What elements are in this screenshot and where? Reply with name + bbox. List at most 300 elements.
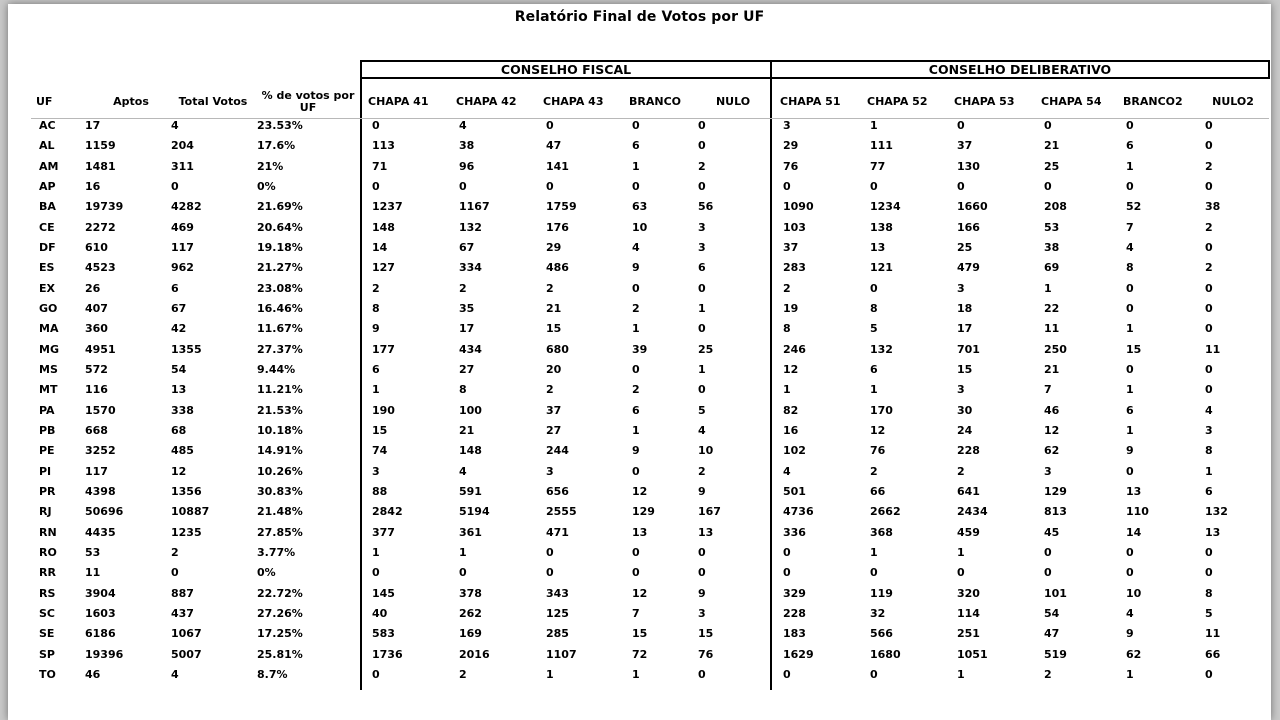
cell-branco: 0 <box>632 281 640 295</box>
cell-chapa-53: 30 <box>957 403 973 417</box>
cell-chapa-41: 2842 <box>372 505 403 519</box>
cell-chapa-41: 3 <box>372 464 380 478</box>
cell-branco: 0 <box>632 180 640 193</box>
cell-nulo: 0 <box>698 667 706 681</box>
cell-chapa-52: 119 <box>870 586 893 600</box>
cell-chapa-54: 12 <box>1044 423 1060 437</box>
cell-chapa-43: 27 <box>546 423 562 437</box>
cell-chapa-41: 190 <box>372 403 395 417</box>
cell-nulo: 3 <box>698 220 706 234</box>
cell-chapa-54: 62 <box>1044 444 1060 458</box>
table-row <box>8 543 1271 563</box>
cell-chapa-43: 141 <box>546 159 569 173</box>
cell-chapa-51: 29 <box>783 139 799 153</box>
cell-chapa-52: 1 <box>870 383 878 397</box>
cell-branco2: 1 <box>1126 667 1134 681</box>
cell-chapa-53: 1660 <box>957 200 988 214</box>
cell-chapa-52: 76 <box>870 444 886 458</box>
cell-de-votos-por-uf: 21% <box>257 159 284 173</box>
cell-chapa-43: 37 <box>546 403 562 417</box>
cell-nulo: 13 <box>698 525 714 539</box>
cell-nulo: 167 <box>698 505 721 519</box>
cell-aptos: 3252 <box>85 444 116 458</box>
cell-de-votos-por-uf: 21.48% <box>257 505 303 519</box>
cell-chapa-52: 1234 <box>870 200 901 214</box>
cell-nulo2: 0 <box>1205 139 1213 153</box>
cell-de-votos-por-uf: 14.91% <box>257 444 303 458</box>
cell-branco2: 1 <box>1126 322 1134 336</box>
table-row <box>8 177 1271 197</box>
cell-chapa-53: 15 <box>957 363 973 376</box>
cell-chapa-43: 471 <box>546 525 569 539</box>
cell-chapa-54: 25 <box>1044 159 1060 173</box>
cell-chapa-54: 21 <box>1044 363 1060 376</box>
cell-chapa-43: 20 <box>546 363 562 376</box>
cell-chapa-42: 378 <box>459 586 482 600</box>
cell-chapa-43: 3 <box>546 464 554 478</box>
cell-de-votos-por-uf: 8.7% <box>257 667 288 681</box>
cell-uf: ES <box>39 261 55 275</box>
cell-branco2: 0 <box>1126 566 1134 580</box>
cell-chapa-41: 0 <box>372 119 380 132</box>
cell-chapa-54: 0 <box>1044 545 1052 559</box>
cell-uf: CE <box>39 220 55 234</box>
col-header-chapa-54: CHAPA 54 <box>1041 95 1102 108</box>
cell-total-votos: 68 <box>171 423 187 437</box>
cell-chapa-41: 0 <box>372 566 380 580</box>
cell-de-votos-por-uf: 0% <box>257 180 276 193</box>
cell-de-votos-por-uf: 9.44% <box>257 363 296 376</box>
table-row <box>8 279 1271 299</box>
cell-chapa-51: 4736 <box>783 505 814 519</box>
cell-chapa-42: 27 <box>459 363 475 376</box>
cell-aptos: 572 <box>85 363 108 376</box>
cell-chapa-41: 145 <box>372 586 395 600</box>
cell-branco2: 10 <box>1126 586 1142 600</box>
cell-chapa-53: 701 <box>957 342 980 356</box>
cell-nulo: 56 <box>698 200 714 214</box>
table-row <box>8 401 1271 421</box>
cell-branco2: 9 <box>1126 444 1134 458</box>
cell-chapa-53: 37 <box>957 139 973 153</box>
cell-chapa-53: 17 <box>957 322 973 336</box>
cell-chapa-52: 170 <box>870 403 893 417</box>
cell-branco2: 1 <box>1126 423 1134 437</box>
cell-nulo: 9 <box>698 484 706 498</box>
cell-chapa-43: 125 <box>546 606 569 620</box>
cell-de-votos-por-uf: 0% <box>257 566 276 580</box>
cell-chapa-53: 25 <box>957 241 973 254</box>
cell-chapa-43: 0 <box>546 119 554 132</box>
cell-chapa-53: 18 <box>957 302 973 315</box>
cell-aptos: 668 <box>85 423 108 437</box>
table-row <box>8 319 1271 339</box>
cell-chapa-43: 656 <box>546 484 569 498</box>
col-header-chapa-53: CHAPA 53 <box>954 95 1015 108</box>
cell-chapa-42: 2 <box>459 281 467 295</box>
cell-total-votos: 1235 <box>171 525 202 539</box>
cell-chapa-52: 5 <box>870 322 878 336</box>
cell-branco: 0 <box>632 464 640 478</box>
cell-aptos: 4435 <box>85 525 116 539</box>
cell-total-votos: 437 <box>171 606 194 620</box>
cell-chapa-42: 38 <box>459 139 475 153</box>
cell-total-votos: 204 <box>171 139 194 153</box>
cell-nulo: 76 <box>698 647 714 661</box>
cell-de-votos-por-uf: 17.6% <box>257 139 296 153</box>
cell-chapa-54: 0 <box>1044 180 1052 193</box>
col-header-chapa-42: CHAPA 42 <box>456 95 517 108</box>
cell-nulo: 10 <box>698 444 714 458</box>
cell-chapa-42: 169 <box>459 627 482 641</box>
col-header-chapa-52: CHAPA 52 <box>867 95 928 108</box>
cell-chapa-54: 53 <box>1044 220 1060 234</box>
cell-branco: 129 <box>632 505 655 519</box>
cell-chapa-54: 0 <box>1044 119 1052 132</box>
cell-chapa-54: 69 <box>1044 261 1060 275</box>
col-header-total-votos: Total Votos <box>178 95 248 108</box>
cell-de-votos-por-uf: 23.53% <box>257 119 303 132</box>
cell-nulo2: 0 <box>1205 180 1213 193</box>
cell-nulo: 0 <box>698 180 706 193</box>
cell-chapa-42: 35 <box>459 302 475 315</box>
cell-chapa-43: 0 <box>546 545 554 559</box>
cell-nulo2: 0 <box>1205 363 1213 376</box>
cell-branco: 72 <box>632 647 648 661</box>
cell-branco2: 6 <box>1126 139 1134 153</box>
cell-de-votos-por-uf: 21.69% <box>257 200 303 214</box>
cell-nulo: 3 <box>698 606 706 620</box>
cell-nulo2: 0 <box>1205 241 1213 254</box>
table-row <box>8 136 1271 156</box>
cell-branco: 13 <box>632 525 648 539</box>
cell-chapa-52: 0 <box>870 667 878 681</box>
cell-nulo2: 0 <box>1205 302 1213 315</box>
cell-chapa-43: 244 <box>546 444 569 458</box>
cell-chapa-51: 246 <box>783 342 806 356</box>
cell-uf: EX <box>39 281 55 295</box>
cell-branco2: 8 <box>1126 261 1134 275</box>
cell-branco2: 4 <box>1126 241 1134 254</box>
cell-branco: 9 <box>632 444 640 458</box>
cell-chapa-54: 46 <box>1044 403 1060 417</box>
cell-branco2: 15 <box>1126 342 1142 356</box>
cell-chapa-54: 3 <box>1044 464 1052 478</box>
cell-nulo: 1 <box>698 363 706 376</box>
cell-chapa-41: 113 <box>372 139 395 153</box>
cell-chapa-53: 130 <box>957 159 980 173</box>
cell-nulo2: 3 <box>1205 423 1213 437</box>
col-header-nulo2: NULO2 <box>1212 95 1254 108</box>
cell-branco2: 52 <box>1126 200 1142 214</box>
cell-chapa-51: 76 <box>783 159 799 173</box>
cell-aptos: 4398 <box>85 484 116 498</box>
cell-aptos: 19396 <box>85 647 124 661</box>
cell-chapa-41: 9 <box>372 322 380 336</box>
cell-chapa-42: 0 <box>459 180 467 193</box>
cell-chapa-42: 4 <box>459 119 467 132</box>
cell-chapa-42: 2 <box>459 667 467 681</box>
cell-total-votos: 485 <box>171 444 194 458</box>
cell-nulo2: 13 <box>1205 525 1221 539</box>
cell-de-votos-por-uf: 23.08% <box>257 281 303 295</box>
cell-chapa-53: 0 <box>957 119 965 132</box>
cell-aptos: 17 <box>85 119 101 132</box>
cell-chapa-41: 1736 <box>372 647 403 661</box>
cell-chapa-41: 2 <box>372 281 380 295</box>
table-row <box>8 563 1271 583</box>
cell-chapa-51: 102 <box>783 444 806 458</box>
cell-chapa-52: 32 <box>870 606 886 620</box>
cell-chapa-42: 2016 <box>459 647 490 661</box>
cell-branco2: 13 <box>1126 484 1142 498</box>
cell-uf: PR <box>39 484 56 498</box>
cell-chapa-43: 47 <box>546 139 562 153</box>
cell-aptos: 2272 <box>85 220 116 234</box>
cell-uf: AL <box>39 139 55 153</box>
cell-uf: PI <box>39 464 52 478</box>
cell-nulo2: 6 <box>1205 484 1213 498</box>
cell-chapa-53: 166 <box>957 220 980 234</box>
cell-aptos: 1570 <box>85 403 116 417</box>
col-header-uf: UF <box>36 95 53 108</box>
cell-chapa-54: 47 <box>1044 627 1060 641</box>
cell-chapa-43: 29 <box>546 241 562 254</box>
cell-chapa-51: 12 <box>783 363 799 376</box>
cell-chapa-52: 1 <box>870 545 878 559</box>
cell-chapa-41: 71 <box>372 159 388 173</box>
cell-chapa-43: 0 <box>546 566 554 580</box>
cell-chapa-42: 21 <box>459 423 475 437</box>
cell-uf: MT <box>39 383 58 397</box>
cell-chapa-41: 14 <box>372 241 388 254</box>
table-row <box>8 299 1271 319</box>
cell-uf: SP <box>39 647 55 661</box>
cell-nulo: 5 <box>698 403 706 417</box>
cell-uf: BA <box>39 200 56 214</box>
table-row <box>8 584 1271 604</box>
group-header-conselho-deliberativo: CONSELHO DELIBERATIVO <box>770 60 1270 79</box>
cell-aptos: 1603 <box>85 606 116 620</box>
cell-branco: 9 <box>632 261 640 275</box>
cell-chapa-53: 2434 <box>957 505 988 519</box>
cell-branco: 63 <box>632 200 648 214</box>
cell-de-votos-por-uf: 3.77% <box>257 545 296 559</box>
cell-total-votos: 4 <box>171 667 179 681</box>
cell-aptos: 6186 <box>85 627 116 641</box>
cell-chapa-54: 0 <box>1044 566 1052 580</box>
cell-chapa-51: 82 <box>783 403 799 417</box>
cell-branco2: 0 <box>1126 464 1134 478</box>
cell-chapa-51: 228 <box>783 606 806 620</box>
table-row <box>8 340 1271 360</box>
cell-branco: 10 <box>632 220 648 234</box>
cell-chapa-51: 16 <box>783 423 799 437</box>
cell-chapa-53: 1 <box>957 667 965 681</box>
cell-chapa-53: 228 <box>957 444 980 458</box>
cell-nulo2: 2 <box>1205 261 1213 275</box>
cell-total-votos: 2 <box>171 545 179 559</box>
cell-nulo2: 2 <box>1205 220 1213 234</box>
cell-chapa-54: 101 <box>1044 586 1067 600</box>
cell-chapa-43: 2555 <box>546 505 577 519</box>
cell-nulo2: 2 <box>1205 159 1213 173</box>
cell-branco: 39 <box>632 342 648 356</box>
cell-branco: 1 <box>632 159 640 173</box>
cell-total-votos: 0 <box>171 566 179 580</box>
cell-de-votos-por-uf: 25.81% <box>257 647 303 661</box>
table-row <box>8 360 1271 380</box>
cell-uf: PE <box>39 444 55 458</box>
cell-chapa-42: 1167 <box>459 200 490 214</box>
table-row <box>8 218 1271 238</box>
cell-total-votos: 117 <box>171 241 194 254</box>
cell-chapa-53: 641 <box>957 484 980 498</box>
cell-chapa-53: 1051 <box>957 647 988 661</box>
cell-nulo: 0 <box>698 566 706 580</box>
cell-nulo: 9 <box>698 586 706 600</box>
cell-uf: SC <box>39 606 55 620</box>
cell-chapa-51: 4 <box>783 464 791 478</box>
cell-chapa-41: 88 <box>372 484 388 498</box>
cell-chapa-51: 283 <box>783 261 806 275</box>
cell-total-votos: 311 <box>171 159 194 173</box>
cell-chapa-51: 1629 <box>783 647 814 661</box>
cell-chapa-54: 45 <box>1044 525 1060 539</box>
col-header-chapa-43: CHAPA 43 <box>543 95 604 108</box>
cell-chapa-54: 250 <box>1044 342 1067 356</box>
cell-aptos: 1481 <box>85 159 116 173</box>
cell-de-votos-por-uf: 19.18% <box>257 241 303 254</box>
cell-nulo: 0 <box>698 322 706 336</box>
cell-de-votos-por-uf: 27.26% <box>257 606 303 620</box>
cell-chapa-52: 6 <box>870 363 878 376</box>
cell-nulo2: 66 <box>1205 647 1221 661</box>
table-row <box>8 502 1271 522</box>
cell-chapa-42: 1 <box>459 545 467 559</box>
table-row <box>8 116 1271 136</box>
table-row <box>8 665 1271 685</box>
cell-chapa-52: 13 <box>870 241 886 254</box>
cell-chapa-53: 3 <box>957 281 965 295</box>
cell-uf: GO <box>39 302 58 315</box>
cell-chapa-43: 285 <box>546 627 569 641</box>
cell-total-votos: 338 <box>171 403 194 417</box>
cell-branco2: 1 <box>1126 383 1134 397</box>
cell-chapa-43: 2 <box>546 383 554 397</box>
cell-total-votos: 1067 <box>171 627 202 641</box>
cell-nulo: 2 <box>698 464 706 478</box>
cell-aptos: 26 <box>85 281 101 295</box>
cell-chapa-43: 21 <box>546 302 562 315</box>
cell-branco2: 4 <box>1126 606 1134 620</box>
cell-aptos: 117 <box>85 464 108 478</box>
cell-nulo2: 8 <box>1205 444 1213 458</box>
cell-de-votos-por-uf: 21.53% <box>257 403 303 417</box>
cell-chapa-51: 0 <box>783 180 791 193</box>
cell-nulo2: 1 <box>1205 464 1213 478</box>
table-row <box>8 238 1271 258</box>
cell-chapa-41: 127 <box>372 261 395 275</box>
cell-branco2: 9 <box>1126 627 1134 641</box>
cell-chapa-51: 37 <box>783 241 799 254</box>
cell-chapa-43: 1 <box>546 667 554 681</box>
report-title: Relatório Final de Votos por UF <box>514 9 765 25</box>
cell-total-votos: 962 <box>171 261 194 275</box>
cell-nulo: 2 <box>698 159 706 173</box>
cell-branco2: 0 <box>1126 545 1134 559</box>
cell-total-votos: 1355 <box>171 342 202 356</box>
cell-chapa-42: 132 <box>459 220 482 234</box>
cell-aptos: 50696 <box>85 505 124 519</box>
cell-nulo: 15 <box>698 627 714 641</box>
cell-chapa-54: 7 <box>1044 383 1052 397</box>
cell-nulo: 25 <box>698 342 714 356</box>
cell-chapa-41: 148 <box>372 220 395 234</box>
cell-chapa-52: 368 <box>870 525 893 539</box>
cell-chapa-41: 1 <box>372 383 380 397</box>
report-page <box>8 4 1271 720</box>
col-header-nulo: NULO <box>715 95 751 108</box>
cell-uf: MS <box>39 363 58 376</box>
cell-chapa-54: 22 <box>1044 302 1060 315</box>
cell-chapa-43: 680 <box>546 342 569 356</box>
cell-nulo2: 132 <box>1205 505 1228 519</box>
cell-aptos: 11 <box>85 566 101 580</box>
cell-chapa-53: 251 <box>957 627 980 641</box>
cell-chapa-54: 519 <box>1044 647 1067 661</box>
cell-de-votos-por-uf: 11.21% <box>257 383 303 397</box>
cell-branco2: 7 <box>1126 220 1134 234</box>
cell-total-votos: 1356 <box>171 484 202 498</box>
cell-nulo2: 0 <box>1205 322 1213 336</box>
cell-nulo2: 0 <box>1205 545 1213 559</box>
cell-chapa-42: 591 <box>459 484 482 498</box>
cell-de-votos-por-uf: 10.26% <box>257 464 303 478</box>
cell-chapa-52: 132 <box>870 342 893 356</box>
cell-chapa-41: 6 <box>372 363 380 376</box>
cell-de-votos-por-uf: 10.18% <box>257 423 303 437</box>
cell-chapa-42: 17 <box>459 322 475 336</box>
cell-uf: MG <box>39 342 59 356</box>
cell-branco: 2 <box>632 302 640 315</box>
cell-chapa-42: 96 <box>459 159 475 173</box>
cell-chapa-41: 40 <box>372 606 388 620</box>
cell-branco: 1 <box>632 667 640 681</box>
cell-nulo2: 0 <box>1205 667 1213 681</box>
cell-uf: PA <box>39 403 55 417</box>
cell-chapa-52: 8 <box>870 302 878 315</box>
cell-chapa-51: 183 <box>783 627 806 641</box>
table-row <box>8 441 1271 461</box>
cell-chapa-51: 329 <box>783 586 806 600</box>
cell-total-votos: 42 <box>171 322 187 336</box>
cell-total-votos: 10887 <box>171 505 210 519</box>
cell-branco: 2 <box>632 383 640 397</box>
cell-aptos: 610 <box>85 241 108 254</box>
col-header-chapa-51: CHAPA 51 <box>780 95 841 108</box>
cell-branco: 12 <box>632 586 648 600</box>
cell-chapa-42: 0 <box>459 566 467 580</box>
cell-branco2: 6 <box>1126 403 1134 417</box>
table-row <box>8 645 1271 665</box>
cell-chapa-54: 38 <box>1044 241 1060 254</box>
cell-uf: AM <box>39 159 59 173</box>
cell-branco: 1 <box>632 423 640 437</box>
cell-chapa-54: 129 <box>1044 484 1067 498</box>
cell-nulo2: 4 <box>1205 403 1213 417</box>
cell-total-votos: 5007 <box>171 647 202 661</box>
